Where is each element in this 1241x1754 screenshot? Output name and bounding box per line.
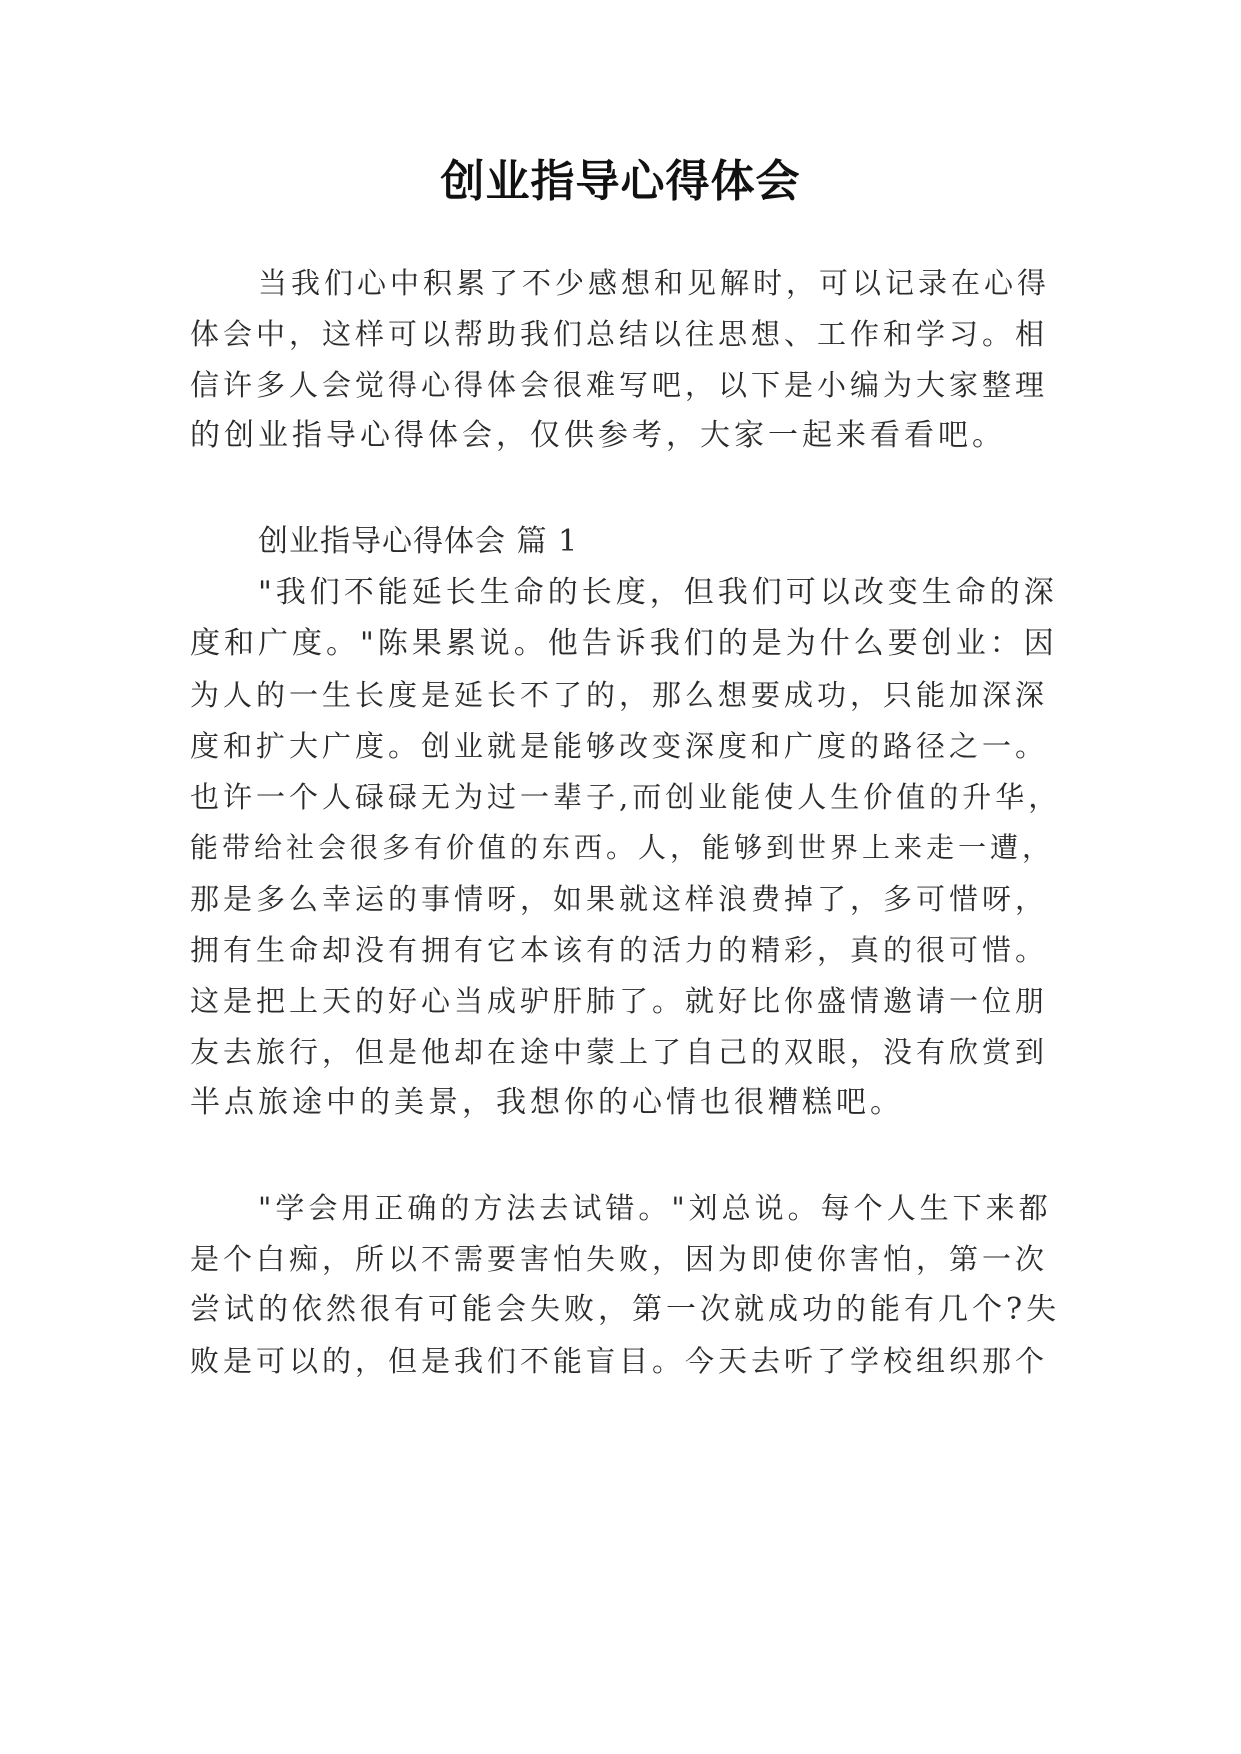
intro-line-1: 当我们心中积累了不少感想和见解时，可以记录在心得 [258, 266, 1051, 300]
paragraph1-line-11: 半点旅途中的美景，我想你的心情也很糟糕吧。 [190, 1085, 904, 1120]
paragraph1-line-1: "我们不能延长生命的长度，但我们可以改变生命的深 [258, 575, 1058, 610]
paragraph2-line-2: 是个白痴，所以不需要害怕失败，因为即使你害怕，第一次 [190, 1242, 1049, 1276]
section-heading: 创业指导心得体会 篇 1 [258, 524, 579, 559]
intro-line-2: 体会中，这样可以帮助我们总结以往思想、工作和学习。相 [190, 317, 1049, 351]
paragraph1-line-2: 度和广度。"陈果累说。他告诉我们的是为什么要创业：因 [190, 626, 1058, 661]
paragraph2-line-1: "学会用正确的方法去试错。"刘总说。每个人生下来都 [258, 1191, 1052, 1225]
paragraph1-line-5: 也许一个人碌碌无为过一辈子,而创业能使人生价值的升华， [190, 780, 1062, 814]
paragraph1-line-3: 为人的一生长度是延长不了的，那么想要成功，只能加深深 [190, 678, 1049, 712]
paragraph1-line-8: 拥有生命却没有拥有它本该有的活力的精彩，真的很可惜。 [190, 933, 1049, 967]
paragraph1-line-9: 这是把上天的好心当成驴肝肺了。就好比你盛情邀请一位朋 [190, 984, 1049, 1018]
intro-line-3: 信许多人会觉得心得体会很难写吧，以下是小编为大家整理 [190, 368, 1049, 402]
paragraph2-line-3: 尝试的依然很有可能会失败，第一次就成功的能有几个?失 [190, 1292, 1061, 1327]
document-title: 创业指导心得体会 [440, 156, 801, 207]
paragraph1-line-4: 度和扩大广度。创业就是能够改变深度和广度的路径之一。 [190, 729, 1049, 763]
paragraph1-line-7: 那是多么幸运的事情呀，如果就这样浪费掉了，多可惜呀， [190, 882, 1049, 916]
paragraph1-line-10: 友去旅行，但是他却在途中蒙上了自己的双眼，没有欣赏到 [190, 1035, 1049, 1069]
paragraph2-line-4: 败是可以的，但是我们不能盲目。今天去听了学校组织那个 [190, 1344, 1049, 1378]
paragraph1-line-6: 能带给社会很多有价值的东西。人，能够到世界上来走一遭， [190, 831, 1055, 864]
intro-line-4: 的创业指导心得体会，仅供参考，大家一起来看看吧。 [190, 418, 1006, 453]
